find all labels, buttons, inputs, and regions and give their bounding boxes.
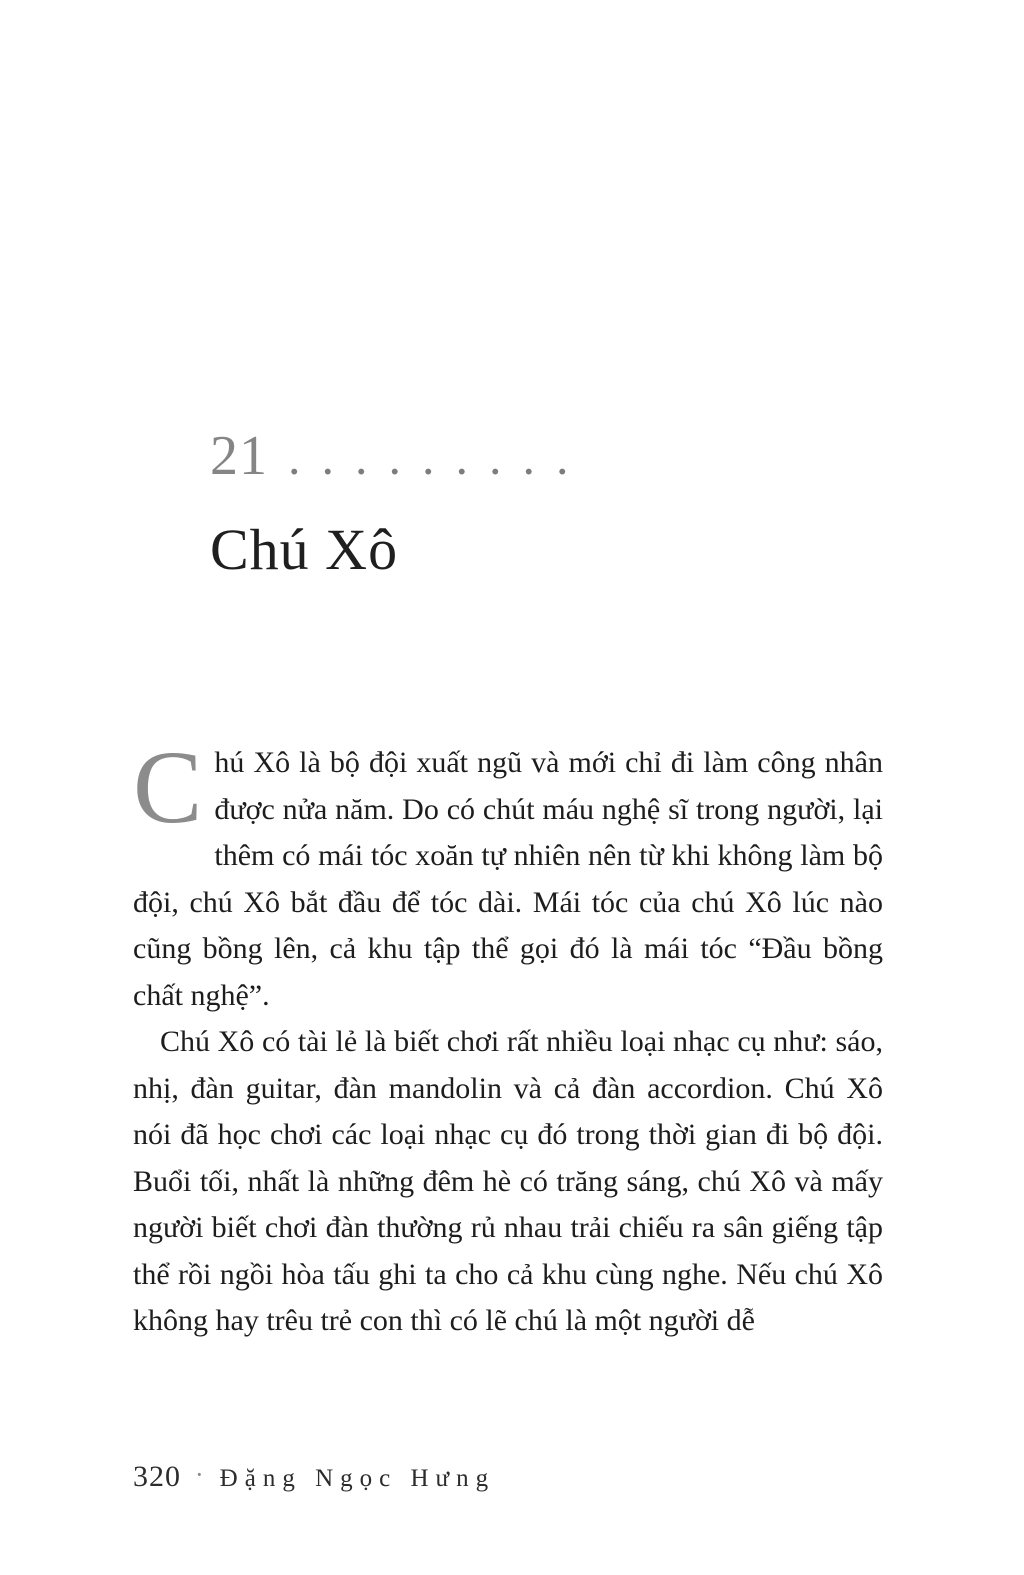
chapter-title: Chú Xô bbox=[210, 517, 399, 582]
paragraph-1 bbox=[133, 730, 883, 1019]
author-name: Đặng Ngọc Hưng bbox=[219, 1465, 496, 1492]
chapter-header bbox=[210, 424, 590, 488]
page-footer bbox=[133, 1460, 495, 1494]
paragraph-2: Chú Xô có tài lẻ là biết chơi rất nhiều loại nhạc cụ như: sáo, nhị, đàn guitar, đàn mandolin và cả đàn accordion. Chú Xô nói đã học chơi các loại nhạc cụ đó trong thời gian đi bộ đội. Buổi tối, nhất là những đêm hè có trăng sáng, chú Xô và mấy người biết chơi đàn thường rủ nhau trải chiếu ra sân giếng tập thể rồi ngồi hòa tấu ghi ta cho cả khu cùng nghe. Nếu chú Xô không hay trêu trẻ con thì có lẽ chú là một người dễ bbox=[133, 1025, 883, 1337]
separator-dot: · bbox=[195, 1460, 204, 1489]
page-number: 320 bbox=[133, 1460, 181, 1493]
body-text bbox=[133, 730, 883, 1345]
chapter-number: 21 bbox=[210, 425, 268, 487]
paragraph-1-text: hú Xô là bộ đội xuất ngũ và mới chỉ đi làm công nhân được nửa năm. Do có chút máu nghệ sĩ trong người, lại thêm có mái tóc xoăn tự nhiên nên từ khi không làm bộ đội, chú Xô bắt đầu để tóc dài. Mái tóc của chú Xô lúc nào cũng bồng lên, cả khu tập thể gọi đó là mái tóc “Đầu bồng chất nghệ”. bbox=[133, 746, 883, 1012]
drop-cap: C bbox=[133, 730, 203, 845]
chapter-dots: ......... bbox=[288, 429, 590, 485]
